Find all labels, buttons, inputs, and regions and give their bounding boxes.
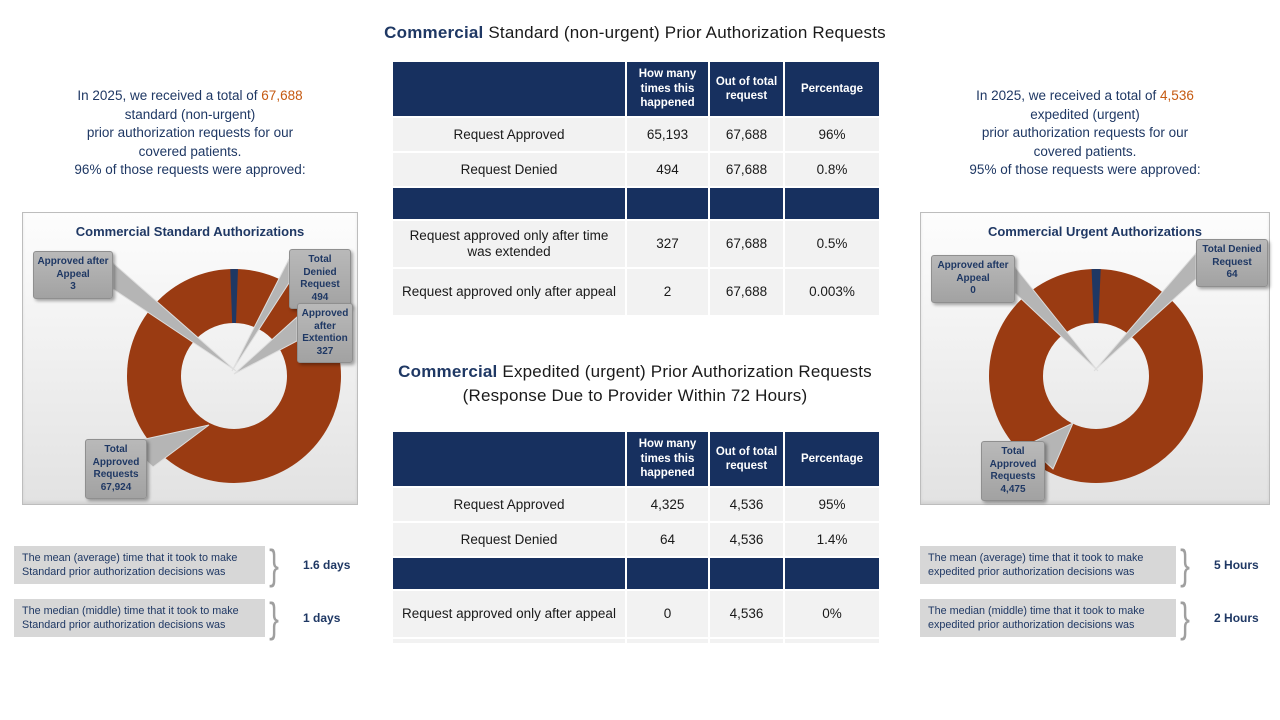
callout-urgent-denied-label: Total Denied Request	[1202, 244, 1262, 268]
expedited-title-brand: Commercial	[398, 362, 498, 381]
table-cell-total: 67,688	[710, 269, 783, 315]
table-separator-row	[785, 188, 879, 219]
table-cell-happened: 2	[627, 269, 708, 315]
callout-standard-approved	[85, 439, 147, 499]
expedited-title-rest: Expedited (urgent) Prior Authorization Requests	[497, 362, 872, 381]
table-cell-total: 4,536	[710, 488, 783, 521]
expedited-title-line2: (Response Due to Provider Within 72 Hours)	[462, 386, 808, 405]
callout-standard-denied-value: 494	[311, 291, 329, 303]
expedited-summary-line4: covered patients.	[1033, 143, 1137, 159]
standard-summary-line1	[25, 87, 355, 106]
table-row-label: Request Denied	[393, 153, 625, 186]
table-row-label: Request Approved	[393, 118, 625, 151]
table-row-label: Request Denied	[393, 523, 625, 556]
table-row-label: Request approved only after time was extended	[393, 221, 625, 267]
urgent-chart-title: Commercial Urgent Authorizations	[987, 224, 1203, 239]
brace-icon: }	[1180, 594, 1190, 641]
table-cell-happened: 494	[627, 153, 708, 186]
callout-urgent-appeal-value: 0	[970, 285, 976, 296]
standard-table-header-pct: Percentage	[785, 62, 879, 116]
expedited-median-text-line2: expedited prior authorization decisions was	[928, 619, 1135, 631]
callout-urgent-appeal-label: Approved after Appeal	[937, 260, 1009, 284]
table-row-label: Request approved only after appeal	[393, 269, 625, 315]
standard-median-timing-box	[14, 599, 265, 637]
callout-urgent-appeal	[931, 255, 1015, 303]
table-separator-row	[627, 558, 708, 589]
table-cell-total: 67,688	[710, 153, 783, 186]
standard-summary-intro: In 2025, we received a total of	[77, 88, 258, 103]
table-cell-pct: 0%	[785, 591, 879, 637]
callout-urgent-approved-label: Total Approved Requests	[989, 446, 1037, 482]
urgent-donut-chart	[920, 212, 1270, 505]
expedited-summary-line2: expedited (urgent)	[1030, 106, 1140, 122]
brace-icon: }	[269, 594, 279, 641]
standard-table	[393, 62, 879, 315]
standard-mean-timing-box	[14, 546, 265, 584]
expedited-summary	[918, 87, 1252, 180]
callout-standard-appeal	[33, 251, 113, 299]
standard-summary-total: 67,688	[261, 88, 303, 103]
callout-standard-extension-label: Approved after Extention	[301, 308, 349, 344]
expedited-table-header-happened: How many times this happened	[627, 432, 708, 486]
standard-section-title	[335, 23, 935, 43]
brace-icon: }	[269, 541, 279, 588]
table-partial-row	[785, 639, 879, 643]
table-row-label: Request Approved	[393, 488, 625, 521]
expedited-table	[393, 432, 879, 643]
expedited-median-text-line1: The median (middle) time that it took to make	[928, 605, 1145, 617]
callout-standard-denied	[289, 249, 351, 309]
standard-title-brand: Commercial	[384, 23, 484, 42]
expedited-table-header-pct: Percentage	[785, 432, 879, 486]
table-separator-row	[393, 558, 625, 589]
callout-urgent-approved	[981, 441, 1045, 501]
standard-mean-value: 1.6 days	[303, 558, 351, 572]
standard-summary-line4: covered patients.	[138, 143, 242, 159]
standard-median-value: 1 days	[303, 611, 341, 625]
expedited-summary-total: 4,536	[1160, 88, 1194, 103]
standard-title-rest: Standard (non-urgent) Prior Authorization Requests	[483, 23, 886, 42]
brace-icon: }	[1180, 541, 1190, 588]
standard-summary	[25, 87, 355, 180]
expedited-median-timing-box	[920, 599, 1176, 637]
table-cell-happened: 0	[627, 591, 708, 637]
table-cell-total: 67,688	[710, 118, 783, 151]
table-cell-happened: 65,193	[627, 118, 708, 151]
expedited-median-value: 2 Hours	[1214, 611, 1259, 625]
table-cell-total: 67,688	[710, 221, 783, 267]
standard-table-header-happened: How many times this happened	[627, 62, 708, 116]
expedited-summary-line1	[918, 87, 1252, 106]
table-cell-happened: 327	[627, 221, 708, 267]
standard-summary-line3: prior authorization requests for our	[86, 125, 294, 141]
table-row-label: Request approved only after appeal	[393, 591, 625, 637]
expedited-mean-value: 5 Hours	[1214, 558, 1259, 572]
table-separator-row	[710, 558, 783, 589]
expedited-section-title	[335, 360, 935, 408]
standard-summary-line2: standard (non-urgent)	[124, 106, 256, 122]
table-separator-row	[393, 188, 625, 219]
table-separator-row	[710, 188, 783, 219]
standard-median-timing	[14, 594, 341, 641]
expedited-mean-timing-box	[920, 546, 1176, 584]
standard-median-text-line1: The median (middle) time that it took to make	[22, 605, 239, 617]
standard-summary-line5: 96% of those requests were approved:	[74, 162, 306, 178]
table-cell-pct: 95%	[785, 488, 879, 521]
callout-urgent-denied	[1196, 239, 1268, 287]
table-cell-pct: 0.8%	[785, 153, 879, 186]
expedited-mean-text-line2: expedited prior authorization decisions was	[928, 566, 1135, 578]
expedited-summary-line5: 95% of those requests were approved:	[969, 162, 1201, 178]
expedited-mean-text-line1: The mean (average) time that it took to make	[928, 552, 1144, 564]
callout-standard-denied-label: Total Denied Request	[300, 254, 340, 290]
standard-mean-timing	[14, 541, 351, 588]
table-cell-pct: 1.4%	[785, 523, 879, 556]
standard-table-header-total: Out of total request	[710, 62, 783, 116]
expedited-median-timing	[920, 594, 1259, 641]
callout-standard-appeal-label: Approved after Appeal	[37, 256, 109, 280]
expedited-title-line1	[335, 360, 935, 384]
standard-donut-chart	[22, 212, 358, 505]
table-cell-pct: 96%	[785, 118, 879, 151]
callout-standard-appeal-value: 3	[70, 281, 76, 292]
table-partial-row	[627, 639, 708, 643]
callout-standard-approved-value: 67,924	[100, 481, 132, 493]
table-cell-happened: 4,325	[627, 488, 708, 521]
table-cell-happened: 64	[627, 523, 708, 556]
callout-urgent-approved-value: 4,475	[1000, 483, 1026, 495]
standard-table-header-blank	[393, 62, 625, 116]
table-partial-row	[710, 639, 783, 643]
callout-standard-approved-label: Total Approved Requests	[92, 444, 140, 480]
callout-urgent-denied-value: 64	[1226, 269, 1238, 280]
standard-chart-title: Commercial Standard Authorizations	[75, 224, 305, 239]
expedited-summary-intro: In 2025, we received a total of	[976, 88, 1157, 103]
table-cell-total: 4,536	[710, 591, 783, 637]
callout-standard-extension-value: 327	[316, 345, 334, 357]
standard-median-text-line2: Standard prior authorization decisions was	[22, 619, 226, 631]
table-separator-row	[627, 188, 708, 219]
expedited-table-header-blank	[393, 432, 625, 486]
expedited-summary-line3: prior authorization requests for our	[981, 125, 1189, 141]
standard-mean-text-line1: The mean (average) time that it took to make	[22, 552, 238, 564]
table-cell-pct: 0.003%	[785, 269, 879, 315]
table-cell-total: 4,536	[710, 523, 783, 556]
callout-standard-extension	[297, 303, 353, 363]
table-cell-pct: 0.5%	[785, 221, 879, 267]
table-partial-row	[393, 639, 625, 643]
expedited-mean-timing	[920, 541, 1259, 588]
expedited-table-header-total: Out of total request	[710, 432, 783, 486]
standard-mean-text-line2: Standard prior authorization decisions was	[22, 566, 226, 578]
table-separator-row	[785, 558, 879, 589]
